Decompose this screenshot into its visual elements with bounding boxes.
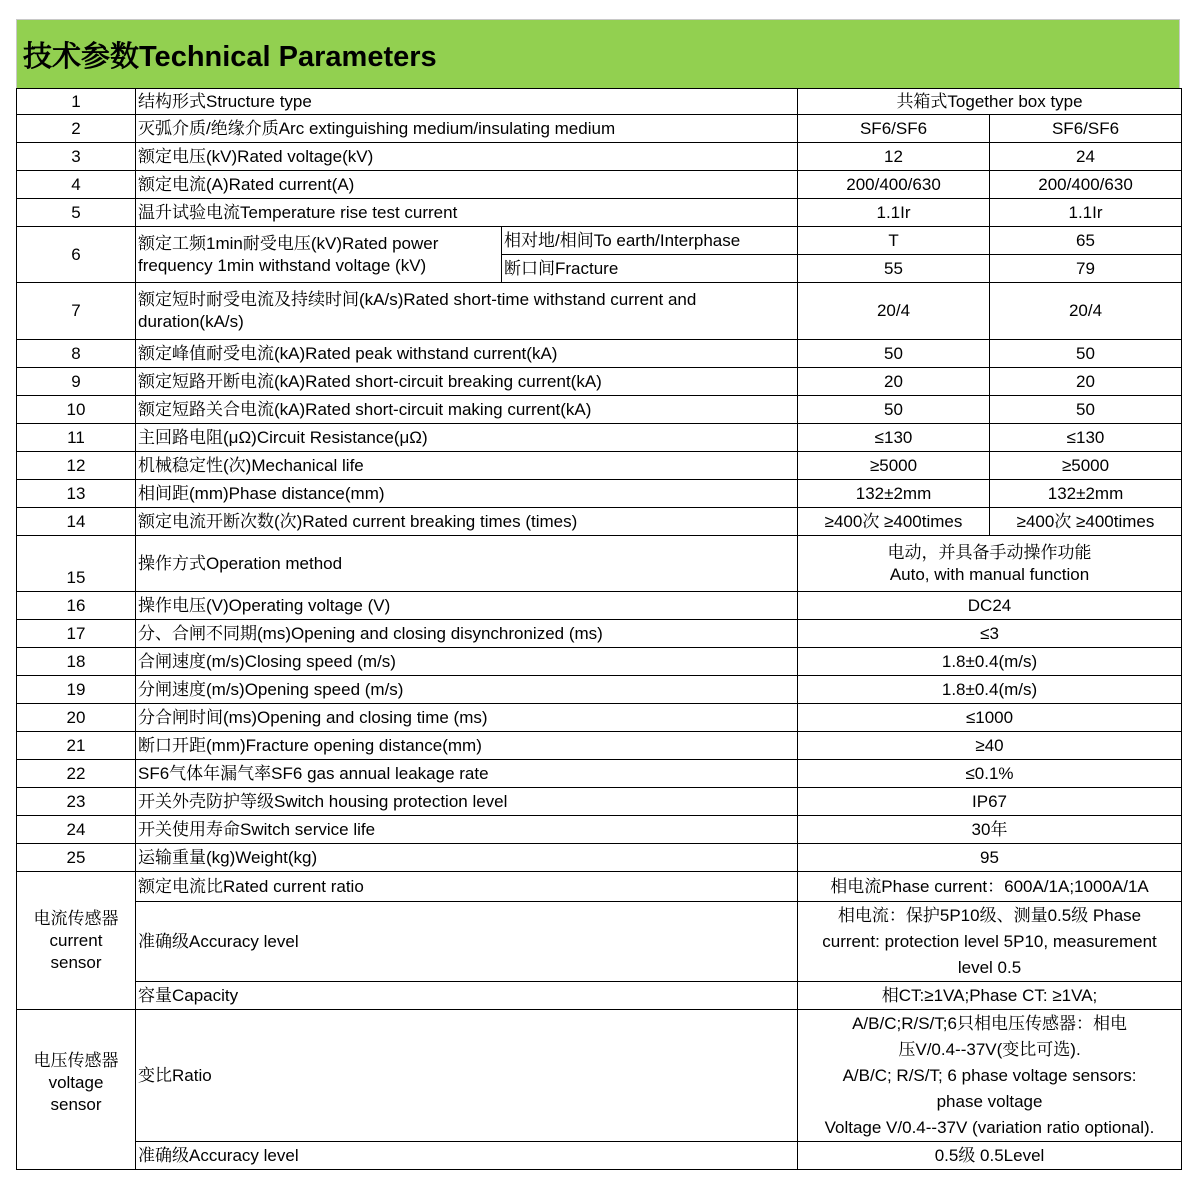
param-value: ≤3 [798, 620, 1182, 648]
param-label: 断口开距(mm)Fracture opening distance(mm) [136, 732, 798, 760]
row-number: 11 [17, 424, 136, 452]
table-row [17, 982, 1182, 1010]
row-number: 25 [17, 844, 136, 872]
value-24kv: ≥400次 ≥400times [990, 508, 1182, 536]
param-label: 额定电压(kV)Rated voltage(kV) [136, 143, 798, 171]
sub-param-label: 断口间Fracture [502, 255, 798, 283]
row-number: 20 [17, 704, 136, 732]
value-24kv: 65 [990, 227, 1182, 255]
table-row [17, 368, 1182, 396]
value-line: current: protection level 5P10, measurement [822, 931, 1157, 951]
value-12kv: T [798, 227, 990, 255]
param-value: 相CT:≥1VA;Phase CT: ≥1VA; [798, 982, 1182, 1010]
table-row [17, 143, 1182, 171]
value-24kv: 50 [990, 396, 1182, 424]
group-label-line: 电压传感器 [33, 1051, 119, 1070]
param-value: 30年 [798, 816, 1182, 844]
param-label: 额定短路开断电流(kA)Rated short-circuit breaking current(kA) [136, 368, 798, 396]
value-12kv: 50 [798, 340, 990, 368]
param-value: 1.8±0.4(m/s) [798, 676, 1182, 704]
value-line: 电动，并具备手动操作功能 [887, 542, 1092, 562]
param-label: 开关使用寿命Switch service life [136, 816, 798, 844]
parameters-table [16, 88, 1182, 1170]
current-sensor-group-label [17, 872, 136, 1010]
param-label: 额定电流开断次数(次)Rated current breaking times (times) [136, 508, 798, 536]
table-row [17, 620, 1182, 648]
value-12kv: 12 [798, 143, 990, 171]
page-title: 技术参数Technical Parameters [23, 41, 437, 73]
param-label: 温升试验电流Temperature rise test current [136, 199, 798, 227]
value-12kv: ≥400次 ≥400times [798, 508, 990, 536]
value-line: A/B/C; R/S/T; 6 phase voltage sensors: [842, 1065, 1137, 1085]
row-number: 21 [17, 732, 136, 760]
row-number: 7 [17, 283, 136, 340]
value-24kv: 24 [990, 143, 1182, 171]
param-label: 主回路电阻(μΩ)Circuit Resistance(μΩ) [136, 424, 798, 452]
param-label: 分、合闸不同期(ms)Opening and closing disynchronized (ms) [136, 620, 798, 648]
value-24kv: 20/4 [990, 283, 1182, 340]
table-row [17, 788, 1182, 816]
table-row [17, 592, 1182, 620]
param-value: 1.8±0.4(m/s) [798, 648, 1182, 676]
value-12kv: 20 [798, 368, 990, 396]
param-label: 操作电压(V)Operating voltage (V) [136, 592, 798, 620]
param-value [798, 1010, 1182, 1142]
table-row [17, 648, 1182, 676]
table-row [17, 676, 1182, 704]
value-12kv: 132±2mm [798, 480, 990, 508]
param-label: 分闸速度(m/s)Opening speed (m/s) [136, 676, 798, 704]
value-12kv: ≥5000 [798, 452, 990, 480]
row-number: 17 [17, 620, 136, 648]
param-label: 额定短时耐受电流及持续时间(kA/s)Rated short-time withstand current and duration(kA/s) [136, 283, 798, 340]
value-24kv: 200/400/630 [990, 171, 1182, 199]
row-number: 8 [17, 340, 136, 368]
param-value [798, 902, 1182, 982]
value-line: Auto, with manual function [889, 564, 1090, 584]
table-row [17, 816, 1182, 844]
table-row [17, 844, 1182, 872]
value-24kv: 132±2mm [990, 480, 1182, 508]
param-label: 准确级Accuracy level [136, 902, 798, 982]
param-label: 额定短路关合电流(kA)Rated short-circuit making current(kA) [136, 396, 798, 424]
sub-param-label: 相对地/相间To earth/Interphase [502, 227, 798, 255]
row-number: 16 [17, 592, 136, 620]
row-number: 14 [17, 508, 136, 536]
param-value: 相电流Phase current：600A/1A;1000A/1A [798, 872, 1182, 902]
value-12kv: ≤130 [798, 424, 990, 452]
value-24kv: SF6/SF6 [990, 115, 1182, 143]
param-value: 95 [798, 844, 1182, 872]
value-line: phase voltage [936, 1091, 1043, 1111]
table-row [17, 1142, 1182, 1170]
table-row [17, 536, 1182, 592]
group-label-line: sensor [50, 952, 102, 972]
param-label: 开关外壳防护等级Switch housing protection level [136, 788, 798, 816]
table-row [17, 760, 1182, 788]
table-row [17, 171, 1182, 199]
row-number: 22 [17, 760, 136, 788]
value-line: level 0.5 [957, 957, 1022, 977]
value-12kv: SF6/SF6 [798, 115, 990, 143]
param-label: 准确级Accuracy level [136, 1142, 798, 1170]
param-value: 0.5级 0.5Level [798, 1142, 1182, 1170]
title-bar [16, 19, 1180, 88]
value-24kv: 50 [990, 340, 1182, 368]
table-row [17, 89, 1182, 115]
table-row [17, 508, 1182, 536]
row-number: 1 [17, 89, 136, 115]
value-12kv: 200/400/630 [798, 171, 990, 199]
group-label-line: current [49, 930, 103, 950]
param-label: 额定电流比Rated current ratio [136, 872, 798, 902]
row-number: 6 [17, 227, 136, 283]
param-label: 操作方式Operation method [136, 536, 798, 592]
value-24kv: ≥5000 [990, 452, 1182, 480]
table-row [17, 872, 1182, 902]
row-number: 4 [17, 171, 136, 199]
param-label: 结构形式Structure type [136, 89, 798, 115]
row-number: 15 [17, 536, 136, 592]
param-value: ≤1000 [798, 704, 1182, 732]
value-12kv: 1.1Ir [798, 199, 990, 227]
value-12kv: 50 [798, 396, 990, 424]
table-row [17, 480, 1182, 508]
group-label-line: 电流传感器 [33, 908, 119, 928]
table-row [17, 452, 1182, 480]
row-number: 9 [17, 368, 136, 396]
table-row [17, 902, 1182, 982]
table-row [17, 424, 1182, 452]
value-24kv: ≤130 [990, 424, 1182, 452]
value-24kv: 1.1Ir [990, 199, 1182, 227]
param-label: 额定电流(A)Rated current(A) [136, 171, 798, 199]
table-row [17, 732, 1182, 760]
value-line: Voltage V/0.4--37V (variation ratio optional). [824, 1117, 1155, 1137]
table-row [17, 340, 1182, 368]
param-value: ≤0.1% [798, 760, 1182, 788]
param-label: SF6气体年漏气率SF6 gas annual leakage rate [136, 760, 798, 788]
row-number: 12 [17, 452, 136, 480]
row-number: 18 [17, 648, 136, 676]
value-24kv: 20 [990, 368, 1182, 396]
row-number: 24 [17, 816, 136, 844]
row-number: 5 [17, 199, 136, 227]
value-24kv: 79 [990, 255, 1182, 283]
param-label: 运输重量(kg)Weight(kg) [136, 844, 798, 872]
param-value [798, 536, 1182, 592]
row-number: 10 [17, 396, 136, 424]
table-row [17, 1010, 1182, 1142]
table-row [17, 396, 1182, 424]
value-line: 相电流：保护5P10级、测量0.5级 Phase [837, 905, 1142, 925]
group-label-line: sensor [50, 1095, 102, 1114]
param-label: 额定工频1min耐受电压(kV)Rated power frequency 1min withstand voltage (kV) [136, 227, 502, 283]
table-row [17, 704, 1182, 732]
table-row [17, 199, 1182, 227]
param-value: DC24 [798, 592, 1182, 620]
param-label: 额定峰值耐受电流(kA)Rated peak withstand current(kA) [136, 340, 798, 368]
row-number: 3 [17, 143, 136, 171]
param-value: 共箱式Together box type [798, 89, 1182, 115]
param-label: 机械稳定性(次)Mechanical life [136, 452, 798, 480]
table-row [17, 283, 1182, 340]
group-label-line: voltage [48, 1073, 104, 1092]
value-line: A/B/C;R/S/T;6只相电压传感器：相电 [852, 1013, 1127, 1033]
param-value: IP67 [798, 788, 1182, 816]
param-value: ≥40 [798, 732, 1182, 760]
value-12kv: 20/4 [798, 283, 990, 340]
param-label: 变比Ratio [136, 1010, 798, 1142]
row-number: 13 [17, 480, 136, 508]
row-number: 19 [17, 676, 136, 704]
param-label: 分合闸时间(ms)Opening and closing time (ms) [136, 704, 798, 732]
value-line: 压V/0.4--37V(变比可选). [898, 1039, 1081, 1059]
param-label: 容量Capacity [136, 982, 798, 1010]
param-label: 相间距(mm)Phase distance(mm) [136, 480, 798, 508]
value-12kv: 55 [798, 255, 990, 283]
row-number: 23 [17, 788, 136, 816]
row-number: 2 [17, 115, 136, 143]
param-label: 合闸速度(m/s)Closing speed (m/s) [136, 648, 798, 676]
param-label: 灭弧介质/绝缘介质Arc extinguishing medium/insulating medium [136, 115, 798, 143]
voltage-sensor-group-label [17, 1010, 136, 1170]
table-row [17, 115, 1182, 143]
table-row [17, 227, 1182, 255]
